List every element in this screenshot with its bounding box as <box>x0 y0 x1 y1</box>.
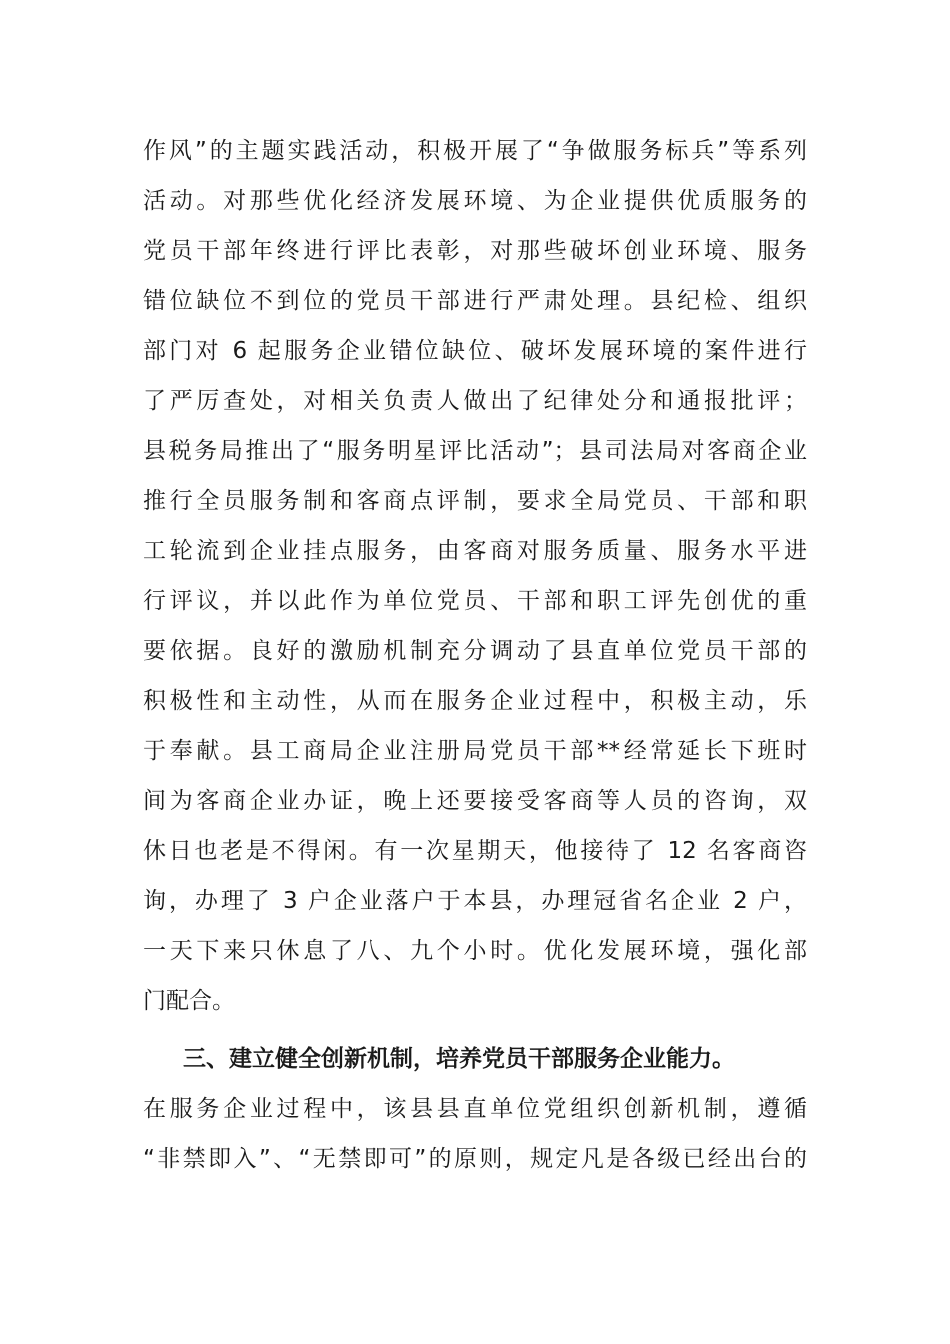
text-line: 于奉献。县工商局企业注册局党员干部**经常延长下班时 <box>143 738 807 764</box>
text-line: 县税务局推出了“服务明星评比活动”；县司法局对客商企业 <box>143 438 807 464</box>
text-line: “非禁即入”、“无禁即可”的原则，规定凡是各级已经出台的 <box>143 1146 807 1172</box>
text-line: 门配合。 <box>143 988 235 1014</box>
section-3 <box>143 1034 807 1184</box>
text-line: 要依据。良好的激励机制充分调动了县直单位党员干部的 <box>143 638 807 664</box>
paragraph-1 <box>143 126 807 1026</box>
text-line: 休日也老是不得闲。有一次星期天，他接待了 12 名客商咨 <box>143 838 807 864</box>
text-line: 了严厉查处，对相关负责人做出了纪律处分和通报批评； <box>143 388 807 414</box>
text-line: 活动。对那些优化经济发展环境、为企业提供优质服务的 <box>143 188 807 214</box>
section-heading: 三、建立健全创新机制，培养党员干部服务企业能力。 <box>183 1046 735 1072</box>
text-line: 工轮流到企业挂点服务，由客商对服务质量、服务水平进 <box>143 538 807 564</box>
text-line: 错位缺位不到位的党员干部进行严肃处理。县纪检、组织 <box>143 288 807 314</box>
text-line: 行评议，并以此作为单位党员、干部和职工评先创优的重 <box>143 588 807 614</box>
text-line: 部门对 6 起服务企业错位缺位、破坏发展环境的案件进行 <box>143 338 807 364</box>
text-line: 一天下来只休息了八、九个小时。优化发展环境，强化部 <box>143 938 807 964</box>
text-line: 积极性和主动性，从而在服务企业过程中，积极主动，乐 <box>143 688 807 714</box>
text-line: 在服务企业过程中，该县县直单位党组织创新机制，遵循 <box>143 1096 807 1122</box>
text-line: 推行全员服务制和客商点评制，要求全局党员、干部和职 <box>143 488 807 514</box>
text-line: 询，办理了 3 户企业落户于本县，办理冠省名企业 2 户， <box>143 888 807 914</box>
text-line: 作风”的主题实践活动，积极开展了“争做服务标兵”等系列 <box>143 138 807 164</box>
text-line: 间为客商企业办证，晚上还要接受客商等人员的咨询，双 <box>143 788 807 814</box>
text-line: 党员干部年终进行评比表彰，对那些破坏创业环境、服务 <box>143 238 807 264</box>
